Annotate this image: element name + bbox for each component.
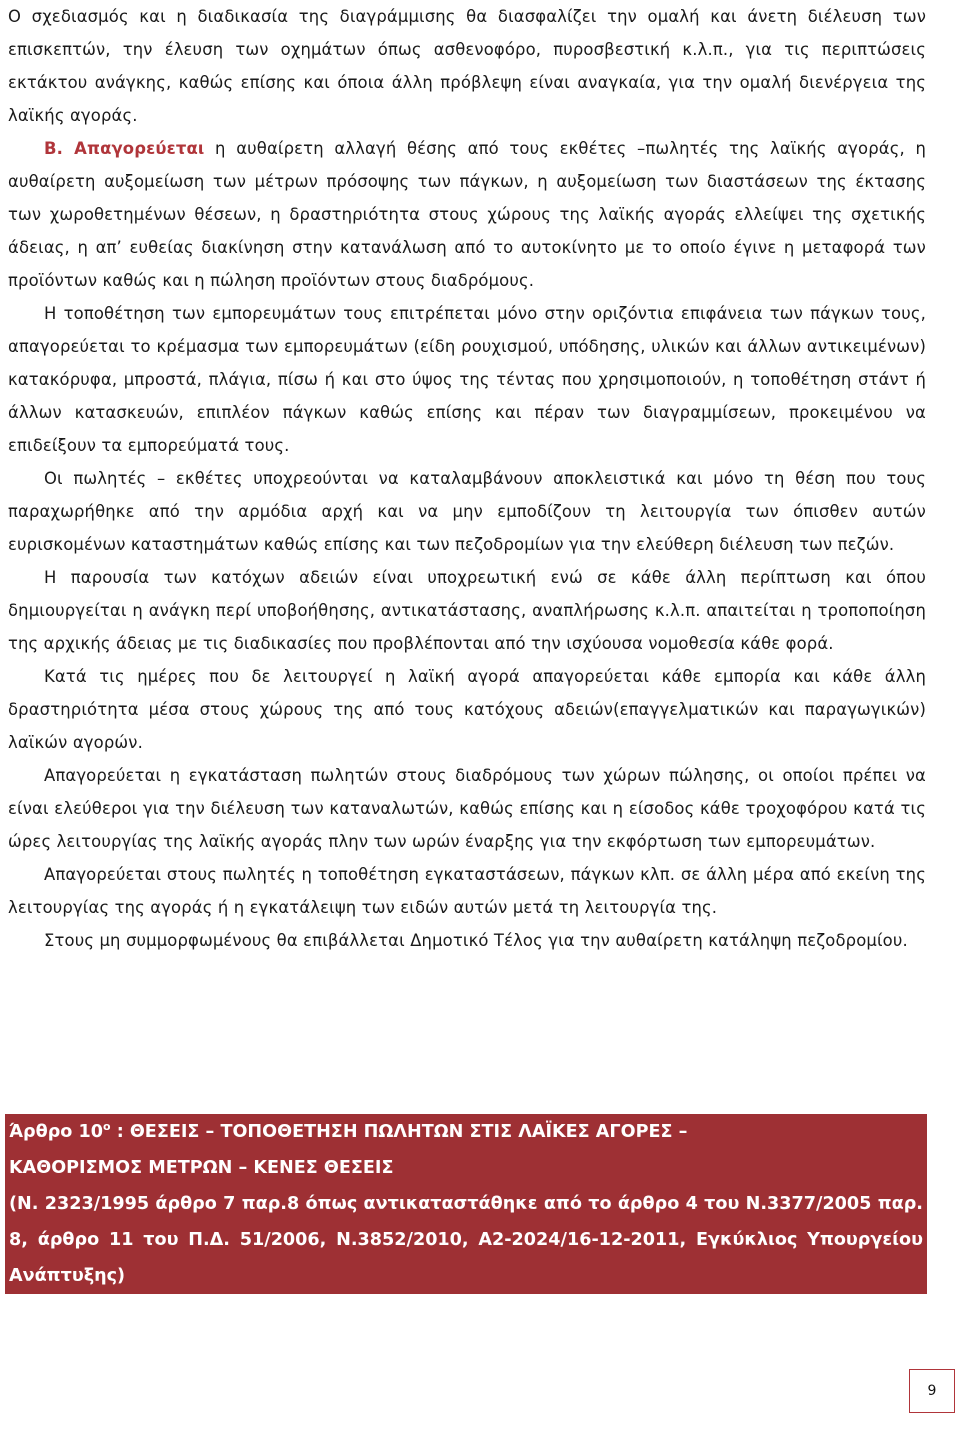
paragraph-2: Β. Απαγορεύεται η αυθαίρετη αλλαγή θέσης από τους εκθέτες –πωλητές της λαϊκής αγοράς, η αυθαίρετη αυξομείωση των μέτρων πρόσοψης των πάγκων, η αυξομείωση των διαστάσεων της έκτασης των χωροθετημένων θέσεων, η δραστηριότητα στους χώρους της λαϊκής αγοράς ελλείψει της σχετικής άδειας, η απ’ ευθείας διακίνηση στην κατανάλωση από το αυτοκίνητο με το οποίο έγινε η μεταφορά των προϊόντων καθώς και η πώληση προϊόντων στους διαδρόμους. bbox=[8, 139, 927, 290]
article-legal-reference: (Ν. 2323/1995 άρθρο 7 παρ.8 όπως αντικαταστάθηκε από το άρθρο 4 του Ν.3377/2005 παρ. 8, άρθρο 11 του Π.Δ. 51/2006, Ν.3852/2010, Α2-2024/16-12-2011, Εγκύκλιος Υπουργείου Ανάπτυξης) bbox=[9, 1194, 923, 1286]
paragraph-6: Κατά τις ημέρες που δε λειτουργεί η λαϊκή αγορά απαγορεύεται κάθε εμπορία και κάθε άλλη δραστηριότητα μέσα στους χώρους της από τους κατόχους αδειών(επαγγελματικών και παραγωγικών) λαϊκών αγορών. bbox=[8, 667, 926, 752]
paragraph-3: Η τοποθέτηση των εμπορευμάτων τους επιτρέπεται μόνο στην οριζόντια επιφάνεια των πάγκων τους, απαγορεύεται το κρέμασμα των εμπορευμάτων (είδη ρουχισμού, υπόδησης, υλικών και άλλων αντικειμένων) κατακόρυφα, μπροστά, πλάγια, πίσω ή και στο ύψος της τέντας που χρησιμοποιούν, η τοποθέτηση στάντ ή άλλων κατασκευών, επιπλέον πάγκων καθώς επίσης και πέραν των διαγραμμίσεων, προκειμένου να επιδείξουν τα εμπορεύματά τους. bbox=[8, 304, 926, 455]
document-body bbox=[8, 0, 926, 957]
article-subtitle: ΚΑΘΟΡΙΣΜΟΣ ΜΕΤΡΩΝ – ΚΕΝΕΣ ΘΕΣΕΙΣ bbox=[9, 1158, 394, 1178]
paragraph-5: Η παρουσία των κατόχων αδειών είναι υποχρεωτική ενώ σε κάθε άλλη περίπτωση και όπου δημιουργείται η ανάγκη περί υποβοήθησης, αντικατάστασης, αναπλήρωσης κ.λ.π. απαιτείται η τροποποίηση της αρχικής άδειας με τις διαδικασίες που προβλέπονται από την ισχύουσα νομοθεσία κάθε φορά. bbox=[8, 568, 926, 653]
article-title: Άρθρο $10^o$ : ΘΕΣΕΙΣ – ΤΟΠΟΘΕΤΗΣΗ ΠΩΛΗΤΩΝ ΣΤΙΣ ΛΑΪΚΕΣ ΑΓΟΡΕΣ – bbox=[9, 1120, 688, 1142]
paragraph-8: Απαγορεύεται στους πωλητές η τοποθέτηση εγκαταστάσεων, πάγκων κλπ. σε άλλη μέρα από εκείνη της λειτουργίας της αγοράς ή η εγκατάλειψη των ειδών αυτών μετά τη λειτουργία της. bbox=[8, 865, 926, 917]
paragraph-9: Στους μη συμμορφωμένους θα επιβάλλεται Δημοτικό Τέλος για την αυθαίρετη κατάληψη πεζοδρομίου. bbox=[44, 931, 908, 950]
paragraph-1: Ο σχεδιασμός και η διαδικασία της διαγράμμισης θα διασφαλίζει την ομαλή και άνετη διέλευση των επισκεπτών, την έλευση των οχημάτων όπως ασθενοφόρο, πυροσβεστική κ.λ.π., για τις περιπτώσεις εκτάκτου ανάγκης, καθώς επίσης και όποια άλλη πρόβλεψη είναι αναγκαία, για την ομαλή διενέργεια της λαϊκής αγοράς. bbox=[8, 7, 926, 125]
paragraph-7: Απαγορεύεται η εγκατάσταση πωλητών στους διαδρόμους των χώρων πώλησης, οι οποίοι πρέπει να είναι ελεύθεροι για την διέλευση των καταναλωτών, καθώς επίσης και η είσοδος κάθε τροχοφόρου κατά τις ώρες λειτουργίας της λαϊκής αγοράς πλην των ωρών έναρξης για την εκφόρτωση των εμπορευμάτων. bbox=[8, 766, 926, 851]
paragraph-4: Οι πωλητές – εκθέτες υποχρεούνται να καταλαμβάνουν αποκλειστικά και μόνο τη θέση που τους παραχωρήθηκε από την αρμόδια αρχή και να μην εμποδίζουν τη λειτουργία των όπισθεν αυτών ευρισκομένων καταστημάτων καθώς επίσης και των πεζοδρομίων για την ελεύθερη διέλευση των πεζών. bbox=[8, 469, 926, 554]
prohibition-lead: Β. Απαγορεύεται bbox=[44, 139, 205, 158]
article-heading-banner bbox=[5, 1114, 927, 1294]
page-number: 9 bbox=[909, 1369, 955, 1413]
